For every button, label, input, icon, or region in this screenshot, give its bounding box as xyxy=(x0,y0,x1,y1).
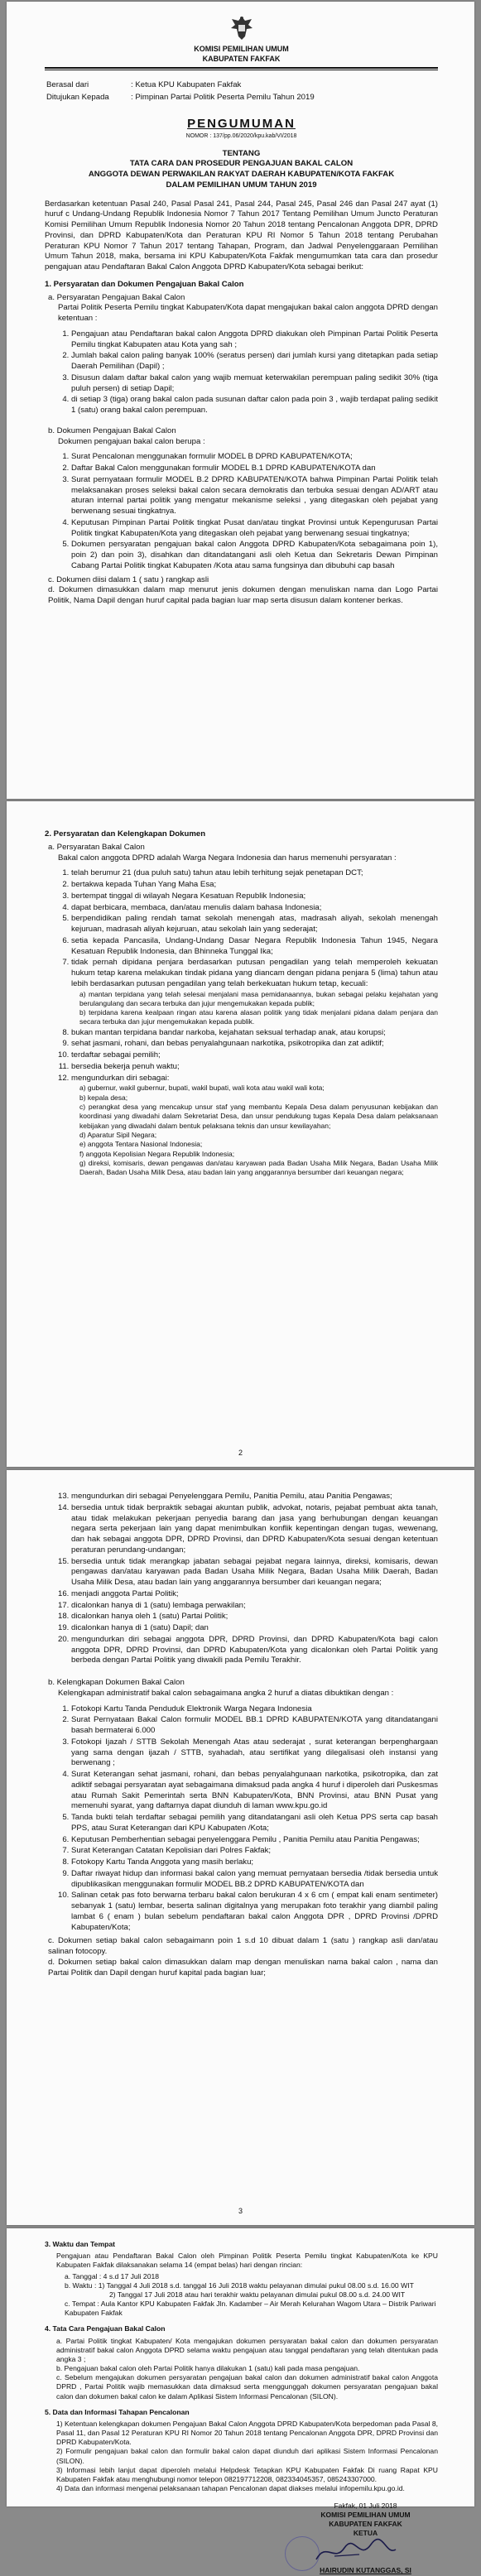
list-item xyxy=(71,1074,438,1178)
sub-item: c) perangkat desa yang mencakup unsur staf yang membantu Kepala Desa dalam penyusunan kebijakan dan koordinasi yang diwadahi dalam Sekretariat Desa, dan unsur pendukung tugas Kepala Desa dalam pelaksanaan kebijakan yang diwadahi dalam bentuk pelaksana teknis dan unsur kewilayahan; xyxy=(79,1103,438,1130)
section-2d: d. Dokumen setiap bakal calon dimasukkan dalam map dengan menuliskan nama bakal calon , nama dan Partai Politik dan Dapil dengan huruf kapital pada bagian luar; xyxy=(48,1957,438,1978)
list-item: 20. mengundurkan diri sebagai anggota DPR, DPRD Provinsi, dan DPRD Kabupaten/Kota bagi calon anggota DPR, DPRD Provinsi, dan DPRD Kabupaten/Kota yang dicalonkan oleh Partai Politik yang berbeda dengan Partai Politik yang diwakili pada Pemilu Terakhir. xyxy=(71,1635,438,1666)
section-2a-text: Bakal calon anggota DPRD adalah Warga Negara Indonesia dan harus memenuhi persyaratan : xyxy=(58,853,397,863)
list-item: 8. Fotokopy Kartu Tanda Anggota yang masih berlaku; xyxy=(71,1858,438,1868)
list-item: 18. dicalonkan hanya oleh 1 (satu) Partai Politik; xyxy=(71,1612,438,1622)
list-item: 3. Surat pernyataan formulir MODEL B.2 DPRD KABUPATEN/KOTA bahwa Pimpinan Partai Politik telah melaksanakan proses seleksi bakal calon secara demokratis dan terbuka sesuai dengan AD/ART atau aturan internal partai politik yang mengatur mekanisme seleksi , yang ditegaskan oleh pejabat yang berwenang sesuai tingkatnya. xyxy=(71,475,438,517)
subject-label: TENTANG xyxy=(222,148,261,158)
sign-org-2: KABUPATEN FAKFAK xyxy=(329,2520,402,2529)
list-item: 14. bersedia untuk tidak berpraktik sebagai akuntan publik, advokat, notaris, pejabat pembuat akta tanah, atau tidak melakukan pekerjaan penyedia barang dan jasa yang berhubungan dengan keuangan negara serta pekerjaan lain yang dapat menimbulkan konflik kepentingan dengan tugas, wewenang, dan hak sebagai anggota DPR, DPRD Provinsi, dan DPRD Kabupaten/Kota sesuai dengan ketentuan peraturan perundang-undangan; xyxy=(71,1503,438,1556)
place-date: Fakfak, 01 Juli 2018 xyxy=(334,2502,397,2511)
section-2a xyxy=(48,843,438,1178)
section-1-heading: 1. Persyaratan dan Dokumen Pengajuan Bakal Calon xyxy=(45,279,244,289)
sub-item: f) anggota Kepolisian Negara Republik Indonesia; xyxy=(79,1149,235,1158)
list-item: 10. terdaftar sebagai pemilih; xyxy=(71,1050,438,1061)
signature-block xyxy=(293,2502,438,2575)
sign-org-1: KOMISI PEMILIHAN UMUM xyxy=(320,2511,411,2520)
sub-item: g) direksi, komisaris, dewan pengawas dan/atau karyawan pada Badan Usaha Milik Negara, Badan Usaha Milik Daerah, Badan Usaha Milik Desa, atau badan lain yang anggarannya bersumber dari keuangan negara; xyxy=(79,1158,438,1177)
subject-line-1: TATA CARA DAN PROSEDUR PENGAJUAN BAKAL CALON xyxy=(129,159,354,169)
section-3-heading: 3. Waktu dan Tempat xyxy=(45,2240,115,2248)
list-item: 5. berpendidikan paling rendah tamat sekolah menengah atas, madrasah aliyah, sekolah menengah kejuruan, madrasah aliyah kejuruan, atau sekolah lain yang sederajat; xyxy=(71,914,438,935)
document-page-1 xyxy=(7,2,474,799)
document-page-4 xyxy=(7,2228,474,2575)
intro-paragraph: Berdasarkan ketentuan Pasal 240, Pasal Pasal 241, Pasal 244, Pasal 245, Pasal 246 dan Pasal 247 ayat (1) huruf c Undang-Undang Republik Indonesia Nomor 7 Tahun 2017 Tentang Pemilihan Umum Juncto Peraturan Komisi Pemilihan Umum Republik Indonesia Nomor 20 Tahun 2018 tentang Pencalonan Anggota DPR, DPRD Provinsi, dan DPRD Kabupaten/Kota dan Peraturan KPU RI Nomor 5 Tahun 2018 tentang Perubahan Peraturan KPU Nomor 7 Tahun 2017 tentang Tahapan, Program, dan Jadwal Penyelenggaraan Pemilihan Umum Tahun 2018, maka, bersama ini KPU Kabupaten/Kota Fakfak mengumumkan tata cara dan prosedur pengajuan atau Pendaftaran Bakal Calon Anggota DPRD Kabupaten/Kota sebagai berikut: xyxy=(45,199,438,272)
list-item: 9. Daftar riwayat hidup dan informasi bakal calon yang memuat pernyataan bersedia /tidak bersedia untuk dipublikasikan menggunakan formulir MODEL BB.2 DPRD KABUPATEN/KOTA dan xyxy=(71,1869,438,1891)
letter-meta xyxy=(45,79,320,105)
list-item: 15. bersedia untuk tidak merangkap jabatan sebagai pejabat negara lainnya, direksi, komisaris, dewan pengawas dan/atau karyawan pada Badan Usaha Milik Negara, Badan Usaha Milik Daerah, Badan Usaha Milik Desa, atau badan lain yang anggarannya bersumber dari keuangan negara; xyxy=(71,1557,438,1588)
section-1d-text: Dokumen dimasukkan dalam map menurut jenis dokumen dengan menuliskan nama dan Logo Partai Politik, Nama Dapil dengan huruf capital pada bagian luar map serta disusun dalam kontener berkas. xyxy=(48,585,439,606)
list-item: 3. Disusun dalam daftar bakal calon yang wajib memuat keterwakilan perempuan paling sedikit 30% (tiga puluh persen) di setiap Dapil; xyxy=(71,373,438,395)
section-2a-title: a. Persyaratan Bakal Calon xyxy=(48,842,145,852)
section-3b1: b. Waktu : 1) Tanggal 4 Juli 2018 s.d. tanggal 16 Juli 2018 waktu pelayanan dimulai pukul 08.00 s.d. 16.00 WIT xyxy=(65,2280,414,2290)
sign-role: KETUA xyxy=(353,2529,378,2538)
from-label: Berasal dari xyxy=(46,79,89,89)
section-2c-text: Dokumen setiap bakal calon sebagaimann poin 1 s.d 10 dibuat dalam 1 (satu ) rangkap asli dan/atau salinan fotocopy. xyxy=(48,1936,438,1956)
org-region: KABUPATEN FAKFAK xyxy=(202,54,281,63)
section-3c: c. Tempat : Aula Kantor KPU Kabupaten Fakfak Jln. Kadamber – Air Merah Kelurahan Wagom Utara – Distrik Pariwari Kabupaten Fakfak xyxy=(65,2300,436,2318)
section-1b-text: Dokumen pengajuan bakal calon berupa : xyxy=(58,436,205,446)
from-value: : Ketua KPU Kabupaten Fakfak xyxy=(131,79,242,89)
section-1b-list xyxy=(58,452,438,571)
section-1c-text: Dokumen diisi dalam 1 ( satu ) rangkap asli xyxy=(56,574,209,584)
section-3a: a. Tanggal : 4 s.d 17 Juli 2018 xyxy=(65,2271,160,2280)
section-4 xyxy=(56,2337,438,2401)
list-item: 1. Surat Pencalonan menggunakan formulir MODEL B DPRD KABUPATEN/KOTA; xyxy=(71,452,438,463)
list-item: 17. dicalonkan hanya di 1 (satu) lembaga perwakilan; xyxy=(71,1601,438,1612)
garuda-emblem-icon xyxy=(228,13,256,43)
section-1d: d. Dokumen dimasukkan dalam map menurut jenis dokumen dengan menuliskan nama dan Logo Partai Politik, Nama Dapil dengan huruf capital pada bagian luar map serta disusun dalam kontener berkas. xyxy=(48,585,439,606)
list-item: 13. mengundurkan diri sebagai Penyelenggara Pemilu, Panitia Pemilu, atau Panitia Pengawas; xyxy=(71,1492,438,1502)
sub-item: e) anggota Tentara Nasional Indonesia; xyxy=(79,1140,203,1149)
list-item: 3. Fotokopi Ijazah / STTB Sekolah Menengah Atas atau sederajat , surat keterangan berpenghargaan yang sama dengan ijazah / STTB, syahadah, atau sertifikat yang dilegalisasi oleh instansi yang berwenang ; xyxy=(71,1737,438,1769)
section-2a-list xyxy=(58,868,438,1177)
sub-item: a) mantan terpidana yang telah selesai menjalani masa pemidanaannya, bukan sebagai pelaku kejahatan yang berulangulang dan secara terbuka dan jujur mengemukakan kepada publik; xyxy=(79,989,438,1007)
page-number: 3 xyxy=(238,2207,243,2216)
list-item: 10. Salinan cetak pas foto berwarna terbaru bakal calon berukuran 4 x 6 cm ( empat kali enam sentimeter) sebanyak 1 (satu) lembar, beserta salinan digitalnya yang merupakan foto terakhir yang diambil paling lambat 6 ( enam ) bulan sebelum pendaftaran bakal calon Anggota DPR , DPRD Provinsi /DPRD Kabupaten/Kota; xyxy=(71,1891,438,1933)
document-page-3 xyxy=(7,1470,474,2225)
sub-item: b) kepala desa; xyxy=(79,1093,128,1102)
list-item: 8. bukan mantan terpidana bandar narkoba, kejahatan seksual terhadap anak, atau korupsi; xyxy=(71,1028,438,1039)
section-2d-text: Dokumen setiap bakal calon dimasukkan dalam map dengan menuliskan nama bakal calon , nama dan Partai Politik dan Dapil dengan huruf kapital pada bagian luar; xyxy=(48,1957,438,1978)
section-5 xyxy=(56,2420,438,2493)
sub-list xyxy=(79,1084,438,1177)
list-item: 19. dicalonkan hanya di 1 (satu) Dapil; dan xyxy=(71,1623,438,1634)
list-item: 16. menjadi anggota Partai Politik; xyxy=(71,1589,438,1600)
list-item: 5. Dokumen persyaratan pengajuan bakal calon Anggota DPRD Kabupaten/Kota sebagaimana poin 1), poin 2) dan poin 3), disahkan dan ditandatangani asli oleh Ketua dan Sekretaris Dewan Pimpinan Cabang Partai Politik tingkat Kabupaten /Kota atau sama fungsinya dan dibubuhi cap basah xyxy=(71,540,438,571)
section-1a xyxy=(48,293,438,607)
subject-line-3: DALAM PEMILIHAN UMUM TAHUN 2019 xyxy=(166,180,317,190)
subject-line-2: ANGGOTA DEWAN PERWAKILAN RAKYAT DAERAH KABUPATEN/KOTA FAKFAK xyxy=(88,170,395,180)
list-item: 5. Tanda bukti telah terdaftar sebagai pemilih yang ditandatangani asli oleh Ketua PPS serta cap basah PPS, atau Surat Keterangan dari KPU Kabupaten /Kota; xyxy=(71,1813,438,1834)
letterhead-divider xyxy=(45,67,438,70)
section-2b-text: Kelengkapan administratif bakal calon sebagaimana angka 2 huruf a diatas dibuktikan dengan : xyxy=(58,1688,394,1698)
sub-item: a) gubernur, wakil gubernur, bupati, wakil bupati, wali kota atau wakil wali kota; xyxy=(79,1084,325,1093)
document-page-2 xyxy=(7,801,474,1467)
list-item: 6. setia kepada Pancasila, Undang-Undang Dasar Negara Republik Indonesia Tahun 1945, Negara Kesatuan Republik Indonesia, dan Bhinneka Tunggal Ika; xyxy=(71,936,438,958)
signatory-name: HAIRUDIN KUTANGGAS, SI xyxy=(320,2566,411,2575)
list-item: 4. di setiap 3 (tiga) orang bakal calon pada susunan daftar calon pada poin 3 , wajib terdapat paling sedikit 1 (satu) orang bakal calon perempuan. xyxy=(71,395,438,416)
list-item xyxy=(71,958,438,1026)
section-2a-list-cont xyxy=(58,1492,438,1666)
to-value: : Pimpinan Partai Politik Peserta Pemilu Tahun 2019 xyxy=(131,92,315,102)
signature-area xyxy=(293,2538,438,2566)
org-name: KOMISI PEMILIHAN UMUM xyxy=(194,45,289,53)
section-3b2: 2) Tanggal 17 Juli 2018 atau hari terakhir waktu pelayanan dimulai pukul 08.00 s.d. 24.00 WIT xyxy=(109,2290,406,2299)
section-3 xyxy=(48,2252,438,2318)
list-item: 9. sehat jasmani, rohani, dan bebas penyalahgunaan narkotika, psikotropika dan zat adiktif; xyxy=(71,1039,438,1050)
list-item: 1. telah berumur 21 (dua puluh satu) tahun atau lebih terhitung sejak penetapan DCT; xyxy=(71,868,438,879)
section-2-heading: 2. Persyaratan dan Kelengkapan Dokumen xyxy=(45,829,206,839)
section-1a-text: Partai Politik Peserta Pemilu tingkat Kabupaten/Kota dapat mengajukan bakal calon anggota DPRD dengan ketentuan : xyxy=(58,303,438,324)
sub-list xyxy=(79,990,438,1027)
section-1a-title: a. Persyaratan Pengajuan Bakal Calon xyxy=(48,292,185,302)
list-item: 4) Data dan informasi mengenai pelaksanaan tahapan Pencalonan dapat diakses melalui infopemilu.kpu.go.id. xyxy=(56,2484,405,2493)
section-2a-continued xyxy=(48,1492,438,1978)
page-number: 2 xyxy=(238,1449,243,1458)
section-3-text: Pengajuan atau Pendaftaran Bakal Calon oleh Pimpinan Politik Peserta Pemilu tingkat Kabupaten/Kota ke KPU Kabupaten Fakfak dilaksanakan selama 14 (empat belas) hari dengan rincian: xyxy=(56,2252,438,2270)
section-2b-list xyxy=(58,1704,438,1934)
list-item: 3) Informasi lebih lanjut dapat diperoleh melalui Helpdesk Tetapkan KPU Kabupaten Fakfak Di ruang Rapat KPU Kabupaten Fakfak atau menghubungi nomor telepon 082197712208, 082334045357, 085243307000. xyxy=(56,2465,438,2483)
list-item: 2. Surat Pernyataan Bakal Calon formulir MODEL BB.1 DPRD KABUPATEN/KOTA yang ditandatangani basah bermaterai 6.000 xyxy=(71,1715,438,1737)
section-5-heading: 5. Data dan Informasi Tahapan Pencalonan xyxy=(45,2407,190,2416)
section-4-heading: 4. Tata Cara Pengajuan Bakal Calon xyxy=(45,2324,166,2333)
section-1a-list xyxy=(58,329,438,416)
list-item: 2. Daftar Bakal Calon menggunakan formulir MODEL B.1 DPRD KABUPATEN/KOTA dan xyxy=(71,464,438,474)
section-2c: c. Dokumen setiap bakal calon sebagaimann poin 1 s.d 10 dibuat dalam 1 (satu ) rangkap asli dan/atau salinan fotocopy. xyxy=(48,1936,438,1956)
list-item: 4. dapat berbicara, membaca, dan/atau menulis dalam bahasa Indonesia; xyxy=(71,903,438,914)
doc-title: PENGUMUMAN xyxy=(187,117,296,132)
sub-item: b) terpidana karena kealpaan ringan atau karena alasan politik yang tidak menjalani pidana dalam penjara dan secara terbuka dan jujur mengemukakan kepada publik. xyxy=(79,1008,438,1026)
list-item-text: tidak pernah dipidana penjara berdasarkan putusan pengadilan yang telah memperoleh kekuatan hukum tetap karena melakukan tindak pidana yang diancam dengan pidana penjara 5 (lima) tahun atau lebih berdasarkan putusan pengadilan yang telah berkekuatan hukum tetap, kecuali: xyxy=(71,958,438,988)
list-item: 6. Keputusan Pemberhentian sebagai penyelenggara Pemilu , Panitia Pemilu atau Panitia Pengawas; xyxy=(71,1835,438,1846)
list-item: a. Partai Politik tingkat Kabupaten/ Kota mengajukan dokumen persyaratan bakal calon dan dokumen persyaratan administratif bakal calon Anggota DPRD selama waktu pengajuan atau tanggal pendaftaran yang telah ditentukan pada angka 3 ; xyxy=(56,2336,438,2363)
list-item: 3. bertempat tinggal di wilayah Negara Kesatuan Republik Indonesia; xyxy=(71,892,438,902)
list-item: 2) Formulir pengajuan bakal calon dan formulir bakal calon dapat diunduh dari aplikasi Sistem Informasi Pencalonan (SILON). xyxy=(56,2447,438,2465)
list-item: b. Pengajuan bakal calon oleh Partai Politik hanya dilakukan 1 (satu) kali pada masa pengajuan. xyxy=(56,2364,360,2373)
list-item: c. Sebelum mengajukan dokumen persyaratan pengajuan bakal calon dan dokumen administratif bakal calon Anggota DPRD , Partai Politik wajib memasukkan data dimaksud serta menggunggah dokumen persyaratan pengajuan bakal calon dan dokumen bakal calon ke dalam Aplikasi Sistem Informasi Pencalonan (SILON). xyxy=(56,2373,438,2401)
to-label: Ditujukan Kepada xyxy=(46,92,109,102)
list-item: 2. bertakwa kepada Tuhan Yang Maha Esa; xyxy=(71,880,438,891)
list-item: 11. bersedia bekerja penuh waktu; xyxy=(71,1062,438,1073)
list-item: 4. Keputusan Pimpinan Partai Politik tingkat Pusat dan/atau tingkat Provinsi untuk Kepengurusan Partai Politik tingkat Kabupaten/Kota yang ditegaskan oleh pejabat yang berwenang sesuai tingkatnya; xyxy=(71,518,438,540)
list-item: 7. Surat Keterangan Catatan Kepolisian dari Polres Fakfak; xyxy=(71,1846,438,1857)
sub-item: d) Aparatur Sipil Negara; xyxy=(79,1130,157,1139)
handwritten-signature-icon xyxy=(310,2538,401,2566)
section-1c: c. Dokumen diisi dalam 1 ( satu ) rangkap asli xyxy=(48,574,209,584)
list-item-text: mengundurkan diri sebagai: xyxy=(71,1073,170,1083)
section-1b-title: b. Dokumen Pengajuan Bakal Calon xyxy=(48,425,176,435)
list-item: 1. Pengajuan atau Pendaftaran bakal calon Anggota DPRD diakukan oleh Pimpinan Partai Politik Peserta Pemilu tingkat Kabupaten atau Kota yang sah ; xyxy=(71,329,438,351)
list-item: 4. Surat Keterangan sehat jasmani, rohani, dan bebas penyalahgunaan narkotika, psikotropika, dan zat adiktif sebagai persyaratan ayat sebagaimana dimaksud pada angka 4 huruf i diperoleh dari Puskesmas atau Rumah Sakit Pemerintah serta BNN Kabupaten/Kota, BNN Provinsi, atau BNN Pusat yang memenuhi syarat, yang daftarnya dapat diunduh di laman www.kpu.go.id xyxy=(71,1770,438,1812)
doc-number: NOMOR : 137/pp.06/2020/kpu.kab/VI/2018 xyxy=(185,133,297,140)
section-2b-title: b. Kelengkapan Dokumen Bakal Calon xyxy=(48,1678,185,1687)
list-item: 1. Fotokopi Kartu Tanda Penduduk Elektronik Warga Negara Indonesia xyxy=(71,1704,438,1715)
list-item: 2. Jumlah bakal calon paling banyak 100% (seratus persen) dari jumlah kursi yang ditetapkan pada setiap Daerah Pemilihan (Dapil) ; xyxy=(71,351,438,372)
list-item: 1) Ketentuan kelengkapan dokumen Pengajuan Bakal Calon Anggota DPRD Kabupaten/Kota berpedoman pada Pasal 8, Pasal 11, dan Pasal 12 Peraturan KPU RI Nomor 20 Tahun 2018 tentang Pencalonan Anggota DPR, DPRD Provinsi dan DPRD Kabupaten/Kota. xyxy=(56,2419,438,2447)
